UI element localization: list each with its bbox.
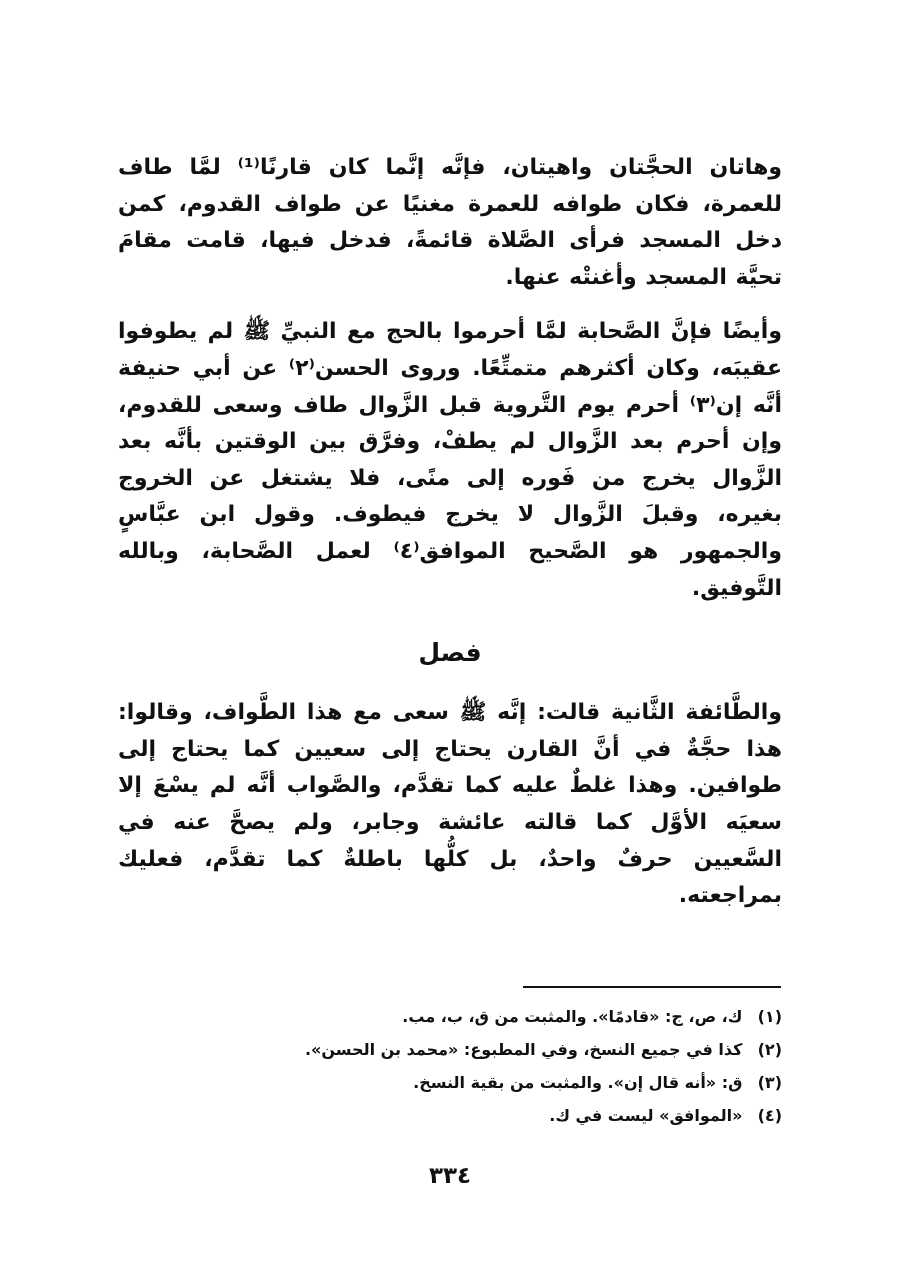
footnote-text: ق: «أنه قال إن». والمثبت من بقية النسخ.	[413, 1073, 743, 1092]
footnote-text: «الموافق» ليست في ك.	[549, 1106, 743, 1125]
paragraph-1: وهاتان الحجَّتان واهيتان، فإنَّه إنَّما كان قارنًا⁽¹⁾ لمَّا طاف للعمرة، فكان طوافه للعمرة مغنيًا عن طواف القدوم، كمن دخل المسجد فرأى الصَّلاة قائمةً، فدخل فيها، قامت مقامَ تحيَّة المسجد وأغنتْه عنها.	[118, 155, 783, 290]
page-number: ٣٣٤	[428, 1163, 472, 1189]
footnote-3	[118, 1066, 782, 1099]
footnote-number: (٢)	[757, 1040, 782, 1059]
footnotes	[118, 1000, 782, 1132]
footnote-4	[118, 1099, 782, 1132]
footnote-number: (٤)	[757, 1106, 782, 1125]
paragraph-3: والطَّائفة الثَّانية قالت: إنَّه ﷺ سعى مع هذا الطَّواف، وقالوا: هذا حجَّةٌ في أنَّ القارن يحتاج إلى سعيين كما يحتاج إلى طوافين. وهذا غلطٌ عليه كما تقدَّم، والصَّواب أنَّه لم يسْعَ إلا سعيَه الأوَّل كما قالته عائشة وجابر، ولم يصحَّ عنه في السَّعيين حرفٌ واحدٌ، بل كلُّها باطلةٌ كما تقدَّم، فعليك بمراجعته.	[118, 700, 782, 909]
paragraph-2: وأيضًا فإنَّ الصَّحابة لمَّا أحرموا بالحج مع النبيِّ ﷺ لم يطوفوا عقيبَه، وكان أكثرهم متمتِّعًا. وروى الحسن⁽٢⁾ عن أبي حنيفة أنَّه إن⁽٣⁾ أحرم يوم التَّروية قبل الزَّوال طاف وسعى للقدوم، وإن أحرم بعد الزَّوال لم يطفْ، وفرَّق بين الوقتين بأنَّه بعد الزَّوال يخرج من فَوره إلى منًى، فلا يشتغل عن الخروج بغيره، وقبلَ الزَّوال لا يخرج فيطوف. وقول ابن عبَّاسٍ والجمهور هو الصَّحيح الموافق⁽٤⁾ لعمل الصَّحابة، وبالله التَّوفيق.	[118, 319, 782, 601]
footnote-number: (١)	[757, 1007, 782, 1026]
footnote-text: كذا في جميع النسخ، وفي المطبوع: «محمد بن الحسن».	[304, 1040, 743, 1059]
footnote-2	[118, 1033, 782, 1066]
section-heading: فصل	[418, 638, 482, 668]
footnote-number: (٣)	[757, 1073, 782, 1092]
page-body	[118, 150, 782, 915]
footnote-1	[118, 1000, 782, 1033]
footnote-text: ك، ص، ج: «قادمًا». والمثبت من ق، ب، مب.	[402, 1007, 743, 1026]
footnote-divider	[523, 986, 781, 988]
